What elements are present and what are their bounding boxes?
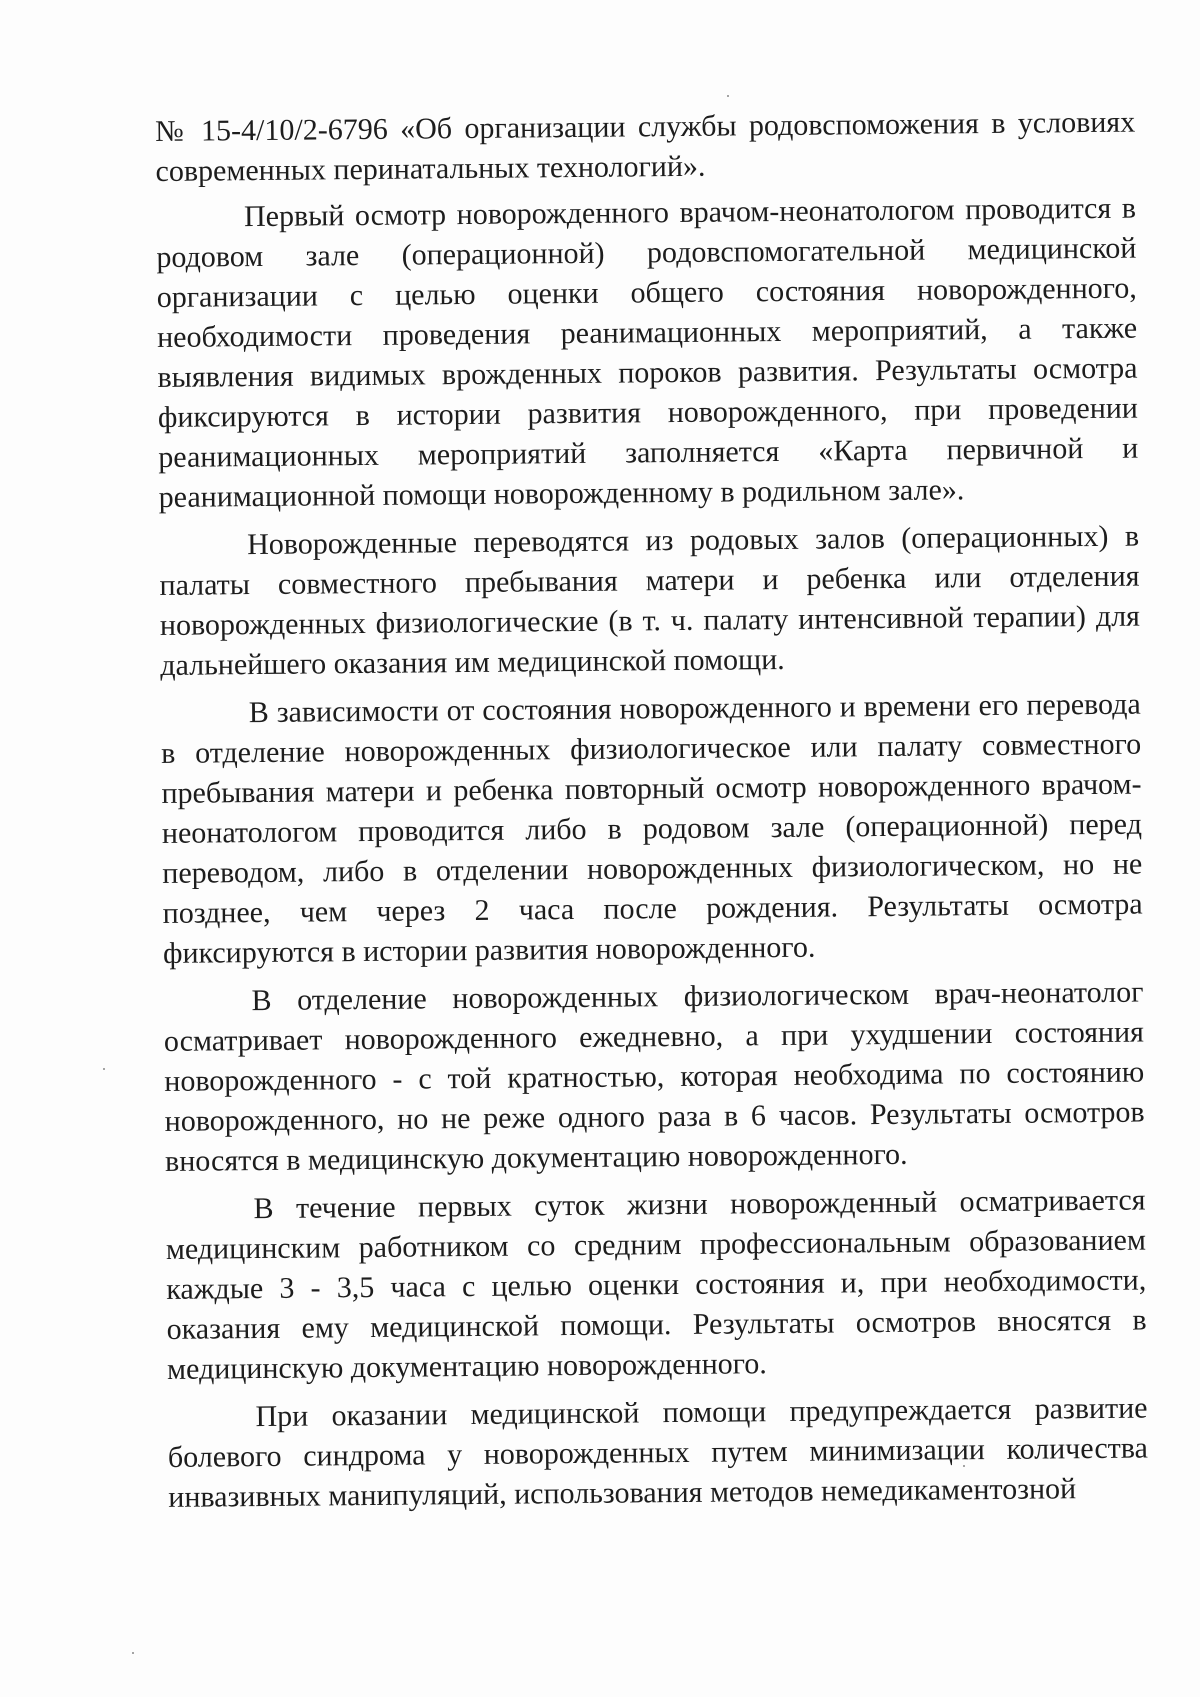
paragraph-first-day-monitoring: В течение первых суток жизни новорожденный осматривается медицинским работником со средним профессиональным образованием каждые 3 - 3,5 часа с целью оценки состояния и, при необходимости, оказания ему медицинской помощи. Результаты осмотров вносятся в медицинскую документацию новорожденного. xyxy=(165,1183,1147,1386)
paragraph-order-reference: № 15-4/10/2-6796 «Об организации службы родовспоможения в условиях современных перинатальных технологий». xyxy=(155,105,1136,188)
paragraph-repeat-examination: В зависимости от состояния новорожденного и времени его перевода в отделение новорожденных физиологическое или палату совместного пребывания матери и ребенка повторный осмотр новорожденного врачом-неонатологом проводится либо в родовом зале (операционной) перед переводом, либо в отделении новорожденных физиологическом, но не позднее, чем через 2 часа после рождения. Результаты осмотра фиксируются в истории развития новорожденного. xyxy=(160,687,1143,970)
paragraph-pain-prevention: При оказании медицинской помощи предупреждается развитие болевого синдрома у новорожденных путем минимизации количества инвазивных манипуляций, использования методов немедикаментозной xyxy=(167,1391,1149,1514)
paragraph-first-examination: Первый осмотр новорожденного врачом-неонатологом проводится в родовом зале (операционной) родовспомогательной медицинской организации с целью оценки общего состояния новорожденного, необходимости проведения реанимационных мероприятий, а также выявления видимых врожденных пороков развития. Результаты осмотра фиксируются в истории развития новорожденного, при проведении реанимационных мероприятий заполняется «Карта первичной и реанимационной помощи новорожденному в родильном зале». xyxy=(156,191,1139,514)
paragraph-transfer: Новорожденные переводятся из родовых залов (операционных) в палаты совместного пребывания матери и ребенка или отделения новорожденных физиологические (в т. ч. палату интенсивной терапии) для дальнейшего оказания им медицинской помощи. xyxy=(159,519,1141,682)
scan-speck xyxy=(103,1068,105,1070)
document-body xyxy=(155,103,1149,1526)
scan-speck xyxy=(727,95,729,97)
scan-speck xyxy=(132,1652,134,1654)
paragraph-daily-examination: В отделение новорожденных физиологическом врач-неонатолог осматривает новорожденного ежедневно, а при ухудшении состояния новорожденного - с той кратностью, которая необходима по состоянию новорожденного, но не реже одного раза в 6 часов. Результаты осмотров вносятся в медицинскую документацию новорожденного. xyxy=(163,975,1145,1178)
